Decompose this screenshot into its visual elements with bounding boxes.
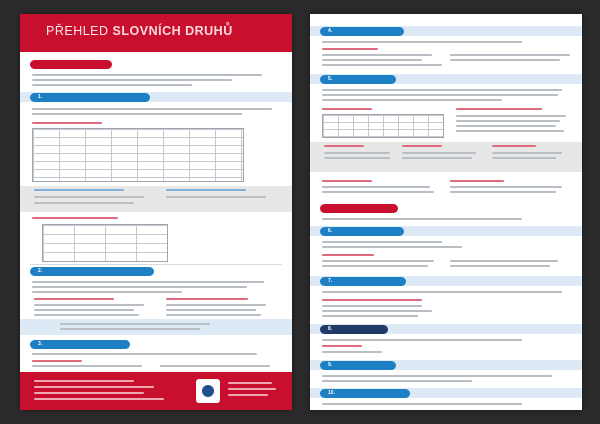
- subsection-title: [32, 122, 102, 124]
- section-header-9: [320, 361, 396, 370]
- text-line: [324, 152, 390, 154]
- text-line: [322, 99, 502, 101]
- section-label-10: 10.: [328, 390, 335, 396]
- text-line: [322, 89, 562, 91]
- text-line: [160, 365, 270, 367]
- text-line: [450, 186, 562, 188]
- text-line: [322, 310, 432, 312]
- text-line: [492, 157, 556, 159]
- declension-table: [32, 128, 244, 182]
- page-title: [46, 24, 233, 38]
- subsection-title: [492, 145, 536, 147]
- text-line: [32, 286, 247, 288]
- text-line: [322, 291, 562, 293]
- text-line: [402, 152, 476, 154]
- section-label-7: 7.: [328, 278, 333, 284]
- text-line: [322, 375, 552, 377]
- subsection-title: [322, 345, 362, 347]
- text-line: [34, 304, 144, 306]
- text-line: [324, 157, 390, 159]
- text-line: [322, 246, 462, 248]
- text-line: [456, 115, 566, 117]
- text-line: [166, 309, 256, 311]
- text-line: [32, 281, 264, 283]
- text-line: [166, 314, 261, 316]
- footer-text: [228, 388, 276, 390]
- text-line: [322, 380, 472, 382]
- text-line: [32, 113, 242, 115]
- text-line: [322, 339, 522, 341]
- section-header-3: [30, 340, 130, 349]
- section-header-8: [320, 325, 388, 334]
- right-sheet: [310, 14, 582, 410]
- page-title-main: SLOVNÍCH DRUHŮ: [112, 24, 233, 38]
- text-line: [450, 59, 560, 61]
- text-line: [32, 84, 192, 86]
- footer-text: [34, 392, 144, 394]
- section-header-uninflected: [320, 204, 398, 213]
- text-line: [322, 191, 434, 193]
- footer-text: [228, 394, 268, 396]
- section-header-7: [320, 277, 406, 286]
- section-label-8: 8.: [328, 326, 333, 332]
- text-line: [34, 196, 144, 198]
- text-line: [32, 365, 142, 367]
- section-header-1: [30, 93, 150, 102]
- text-line: [32, 291, 182, 293]
- text-line: [322, 59, 422, 61]
- text-line: [456, 130, 564, 132]
- text-line: [166, 304, 266, 306]
- text-line: [32, 108, 272, 110]
- subsection-title: [166, 298, 248, 300]
- text-line: [166, 189, 246, 191]
- subsection-title: [324, 145, 364, 147]
- text-line: [456, 125, 556, 127]
- section-label-2: 2.: [38, 268, 43, 274]
- footer-text: [34, 380, 134, 382]
- text-line: [322, 54, 432, 56]
- footer-text: [34, 398, 164, 400]
- text-line: [450, 54, 570, 56]
- verb-forms-table: [322, 114, 444, 138]
- text-line: [492, 152, 562, 154]
- text-line: [60, 328, 200, 330]
- text-line: [322, 403, 522, 405]
- footer-text: [228, 382, 272, 384]
- publisher-logo-icon: [196, 379, 220, 403]
- text-line: [60, 323, 210, 325]
- subsection-title: [456, 108, 542, 110]
- title-banner: [20, 14, 292, 52]
- section-header-2: [30, 267, 154, 276]
- text-line: [322, 241, 442, 243]
- text-line: [322, 64, 442, 66]
- text-line: [322, 315, 418, 317]
- footer-banner: [20, 372, 292, 410]
- subsection-title: [32, 360, 82, 362]
- text-line: [322, 41, 522, 43]
- subsection-title: [32, 217, 118, 219]
- section-label-5: 5.: [328, 76, 333, 82]
- section-label-4: 4.: [328, 28, 333, 34]
- text-line: [32, 353, 257, 355]
- subsection-title: [402, 145, 442, 147]
- subsection-title: [34, 298, 114, 300]
- text-line: [166, 196, 266, 198]
- subsection-title: [322, 48, 378, 50]
- numerals-table: [42, 224, 168, 262]
- text-line: [450, 260, 558, 262]
- footer-text: [34, 386, 154, 388]
- section-header-4: [320, 27, 404, 36]
- section-label-6: 6.: [328, 228, 333, 234]
- text-line: [322, 305, 422, 307]
- subsection-title: [322, 299, 422, 301]
- text-line: [34, 314, 139, 316]
- section-label-3: 3.: [38, 341, 43, 347]
- subsection-title: [450, 180, 504, 182]
- text-line: [34, 309, 134, 311]
- subsection-title: [322, 254, 374, 256]
- section-header-10: [320, 389, 410, 398]
- text-line: [34, 202, 134, 204]
- text-line: [456, 120, 560, 122]
- section-header-6: [320, 227, 404, 236]
- text-line: [322, 351, 382, 353]
- subsection-title: [322, 108, 372, 110]
- info-block: [20, 319, 292, 335]
- divider: [30, 264, 282, 265]
- text-line: [34, 189, 124, 191]
- page-title-prefix: PŘEHLED: [46, 24, 109, 38]
- text-line: [322, 186, 430, 188]
- section-label-1: 1.: [38, 94, 43, 100]
- text-line: [32, 79, 232, 81]
- section-label-9: 9.: [328, 362, 333, 368]
- text-line: [402, 157, 472, 159]
- text-line: [322, 94, 558, 96]
- text-line: [450, 191, 556, 193]
- section-header-5: [320, 75, 396, 84]
- subsection-title: [322, 180, 372, 182]
- text-line: [322, 218, 522, 220]
- text-line: [450, 265, 550, 267]
- text-line: [32, 74, 262, 76]
- left-sheet: [20, 14, 292, 410]
- text-line: [322, 265, 428, 267]
- text-line: [322, 260, 434, 262]
- section-header-intro: [30, 60, 112, 69]
